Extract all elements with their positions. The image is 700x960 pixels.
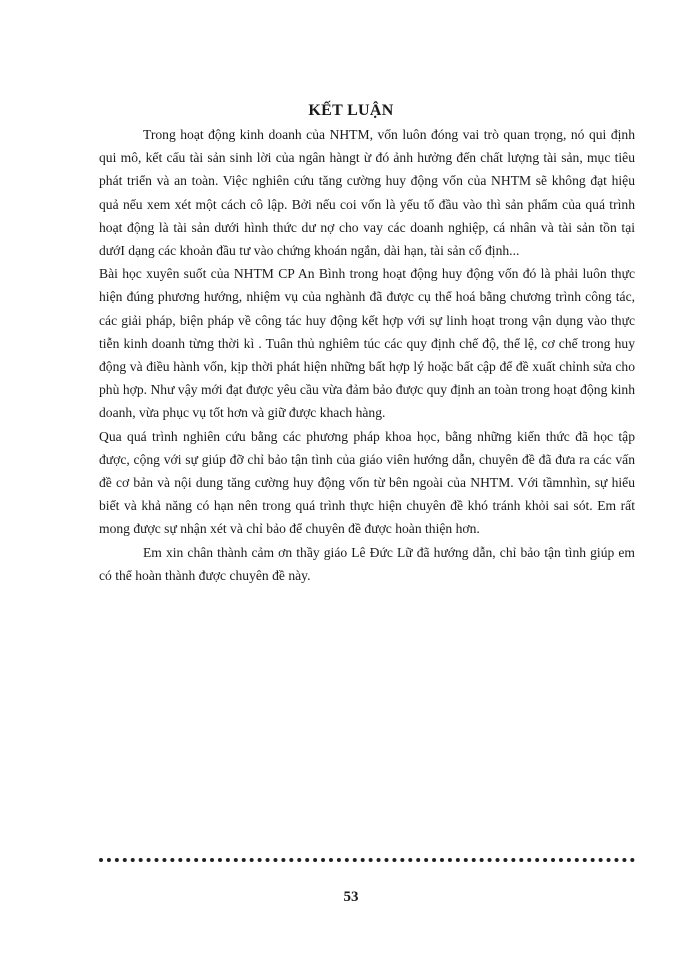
document-body [99,123,635,587]
paragraph-4: Em xin chân thành cảm ơn thầy giáo Lê Đức Lữ đã hướng dẫn, chỉ bảo tận tình giúp em có thể hoàn thành được chuyên đề này. [99,544,635,583]
paragraph-1: Trong hoạt động kinh doanh của NHTM, vốn luôn đóng vai trò quan trọng, nó qui định qui mô, kết cấu tài sản sinh lời của ngân hàngt ừ đó ảnh hưởng đến chất lượng tài sản, mục tiêu phát triển và an toàn. Việc nghiên cứu tăng cường huy động vốn của NHTM sẽ không đạt hiệu quả nếu xem xét một cách cô lập. Bởi nếu coi vốn là yếu tố đầu vào thì sản phẩm của quá trình hoạt động là tài sản dưới hình thức dư nợ cho vay các doanh nghiệp, cá nhân và tài sản tồn tại dướI dạng các khoản đầu tư vào chứng khoán ngắn, dài hạn, tài sản cố định... [99,127,635,259]
footer-divider [99,858,635,862]
paragraph-2: Bài học xuyên suốt của NHTM CP An Bình trong hoạt động huy động vốn đó là phải luôn thực hiện đúng phương hướng, nhiệm vụ của nghành đã được cụ thể hoá bằng chương trình công tác, các giải pháp, biện pháp về công tác huy động kết hợp với sự linh hoạt trong vận dụng vào thực tiễn kinh doanh từng thời kì . Tuân thủ nghiêm túc các quy định chế độ, thể lệ, cơ chế trong huy động và điều hành vốn, kịp thời phát hiện những bất hợp lý hoặc bất cập để đề xuất chỉnh sửa cho phù hợp. Như vậy mới đạt được yêu cầu vừa đảm bảo được quy định an toàn trong hoạt động kinh doanh, vừa phục vụ tốt hơn và giữ được khach hàng. [99,266,635,421]
page-number: 53 [343,889,359,905]
paragraph-3: Qua quá trình nghiên cứu bằng các phương pháp khoa học, bằng những kiến thức đã học tập được, cộng với sự giúp đỡ chỉ bảo tận tình của giáo viên hướng dẫn, chuyên đề đã đưa ra các vấn đề cơ bản và nội dung tăng cường huy động vốn từ bên ngoài của NHTM. Với tầmnhìn, sự hiểu biết và khả năng có hạn nên trong quá trình thực hiện chuyên đề khó tránh khỏi sai sót. Em rất mong được sự nhận xét và chỉ bảo để chuyên đề được hoàn thiện hơn. [99,428,635,537]
page-title: KẾT LUẬN [308,102,394,119]
